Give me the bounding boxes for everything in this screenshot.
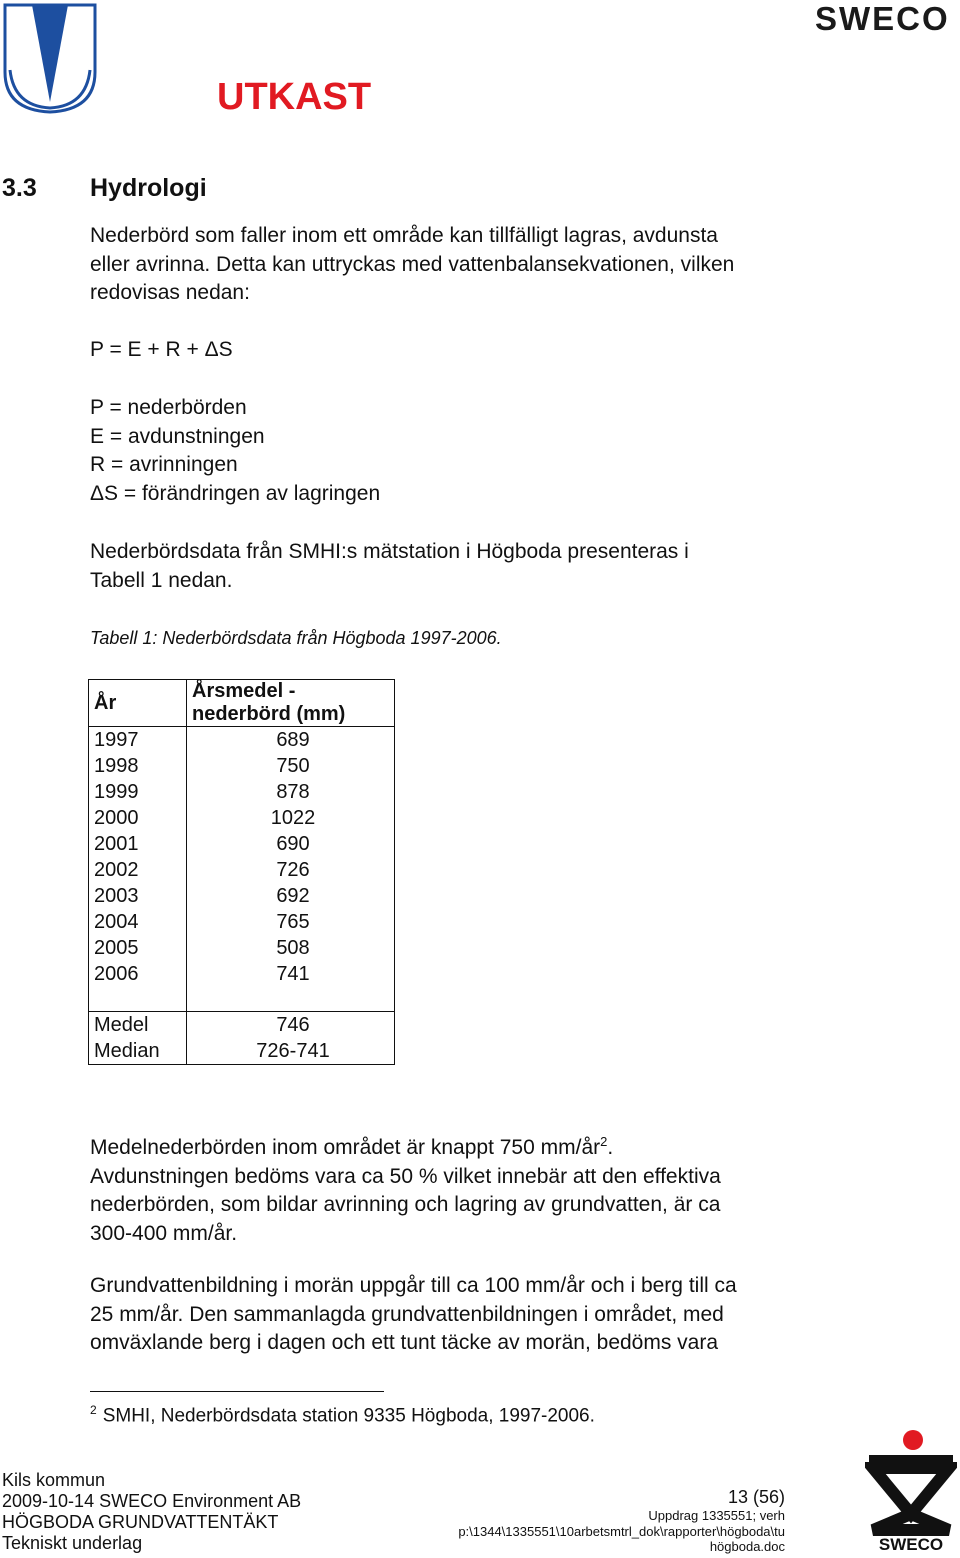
summary-value-cell: 726-741 <box>256 1040 330 1062</box>
table-row <box>89 961 395 987</box>
year-cell: 2004 <box>89 909 187 935</box>
precipitation-cell: 692 <box>276 885 310 907</box>
sweco-figure-logo <box>865 1428 957 1554</box>
year-column-header: År <box>89 680 187 727</box>
year-cell: 2002 <box>89 857 187 883</box>
precipitation-cell: 1022 <box>270 807 316 829</box>
footer-line: Uppdrag 1335551; verh <box>648 1508 785 1523</box>
table-row <box>89 935 395 961</box>
year-cell: 1999 <box>89 779 187 805</box>
table-row <box>89 753 395 779</box>
paragraph-line: nederbörden, som bildar avrinning och lagring av grundvatten, är ca <box>90 1193 721 1217</box>
footer-line: Kils kommun <box>2 1470 106 1490</box>
paragraph-line: omväxlande berg i dagen och ett tunt täcke av morän, bedöms vara <box>90 1331 719 1355</box>
footer-right <box>458 1486 785 1555</box>
section-number: 3.3 <box>2 174 37 202</box>
intro-line: Nederbörd som faller inom ett område kan tillfälligt lagras, avdunsta <box>90 224 718 247</box>
precipitation-header-line: Årsmedel - <box>192 680 296 702</box>
paragraph-line: 25 mm/år. Den sammanlagda grundvattenbildningen i området, med <box>90 1302 724 1326</box>
data-source-line: Nederbördsdata från SMHI:s mätstation i Högboda presenteras i <box>90 540 689 563</box>
page-number: 13 (56) <box>727 1487 785 1507</box>
year-cell: 2003 <box>89 883 187 909</box>
table-summary-row <box>89 1038 395 1065</box>
draft-stamp: UTKAST <box>217 76 372 118</box>
footer-line: p:\1344\1335551\10arbetsmtrl_dok\rapporter\högboda\tu <box>458 1523 785 1539</box>
table-caption: Tabell 1: Nederbördsdata från Högboda 1997-2006. <box>90 628 502 648</box>
definition-item: E = avdunstningen <box>90 424 265 448</box>
footer-line: 2009-10-14 SWECO Environment AB <box>2 1491 302 1511</box>
footnote <box>90 1403 595 1427</box>
year-cell: 1998 <box>89 753 187 779</box>
paragraph-line: Grundvattenbildning i morän uppgår till ca 100 mm/år och i berg till ca <box>90 1274 737 1297</box>
intro-paragraph <box>90 222 734 308</box>
municipality-crest-logo <box>2 2 98 114</box>
footnote-separator <box>90 1391 384 1392</box>
year-cell: 2005 <box>89 935 187 961</box>
table-summary-row <box>89 1012 395 1039</box>
data-source-paragraph <box>90 538 689 595</box>
paragraph-line: Avdunstningen bedöms vara ca 50 % vilket innebär att den effektiva <box>90 1164 721 1188</box>
precipitation-cell: 878 <box>276 781 310 803</box>
summary-label-cell: Medel <box>89 1012 187 1039</box>
precipitation-cell: 726 <box>276 859 310 881</box>
water-balance-equation: P = E + R + ΔS <box>90 338 233 361</box>
definition-item: P = nederbörden <box>90 396 247 419</box>
year-cell: 2001 <box>89 831 187 857</box>
definition-item: ΔS = förändringen av lagringen <box>90 481 381 505</box>
groundwater-paragraph <box>90 1272 737 1358</box>
footer-left <box>2 1470 301 1554</box>
paragraph-text: . <box>607 1136 614 1159</box>
year-cell: 1997 <box>89 727 187 754</box>
table-row <box>89 909 395 935</box>
paragraph-line: 300-400 mm/år. <box>90 1221 238 1245</box>
section-title: Hydrologi <box>90 174 207 202</box>
data-source-line: Tabell 1 nedan. <box>90 568 233 592</box>
table-row <box>89 779 395 805</box>
summary-value-cell: 746 <box>276 1014 310 1036</box>
precipitation-cell: 750 <box>276 755 310 777</box>
precipitation-cell: 741 <box>276 963 310 985</box>
precipitation-cell: 689 <box>276 729 310 751</box>
precipitation-cell: 765 <box>276 911 310 933</box>
intro-line: eller avrinna. Detta kan uttryckas med vattenbalansekvationen, vilken <box>90 252 735 276</box>
table-spacer-row <box>89 987 395 1012</box>
table-row <box>89 831 395 857</box>
table-row <box>89 727 395 754</box>
footer-line: Tekniskt underlag <box>2 1533 143 1553</box>
precipitation-table <box>88 679 395 1065</box>
paragraph-text: Medelnederbörden inom området är knappt 750 mm/år <box>90 1136 601 1159</box>
table-row <box>89 857 395 883</box>
year-cell: 2000 <box>89 805 187 831</box>
footnote-reference[interactable]: 2 <box>600 1134 608 1149</box>
paragraph-line <box>90 1128 721 1163</box>
footer-line: högboda.doc <box>709 1539 785 1554</box>
footnote-marker: 2 <box>90 1403 97 1417</box>
precipitation-paragraph <box>90 1128 721 1248</box>
table-row <box>89 805 395 831</box>
sweco-header-logo: SWECO <box>815 0 950 37</box>
table-row <box>89 883 395 909</box>
table-header-row <box>89 680 395 727</box>
definition-item: R = avrinningen <box>90 453 238 477</box>
intro-line: redovisas nedan: <box>90 281 250 305</box>
footnote-text: SMHI, Nederbördsdata station 9335 Högboda, 1997-2006. <box>102 1405 595 1427</box>
definitions-list <box>90 394 380 508</box>
precipitation-cell: 690 <box>276 833 310 855</box>
precipitation-header-line: nederbörd (mm) <box>192 703 346 725</box>
summary-label-cell: Median <box>89 1038 187 1065</box>
footer-line: HÖGBODA GRUNDVATTENTÄKT <box>2 1512 279 1532</box>
precipitation-column-header <box>187 680 395 727</box>
sweco-figure-logo-text: SWECO <box>878 1535 944 1554</box>
precipitation-cell: 508 <box>276 937 310 959</box>
year-cell: 2006 <box>89 961 187 987</box>
